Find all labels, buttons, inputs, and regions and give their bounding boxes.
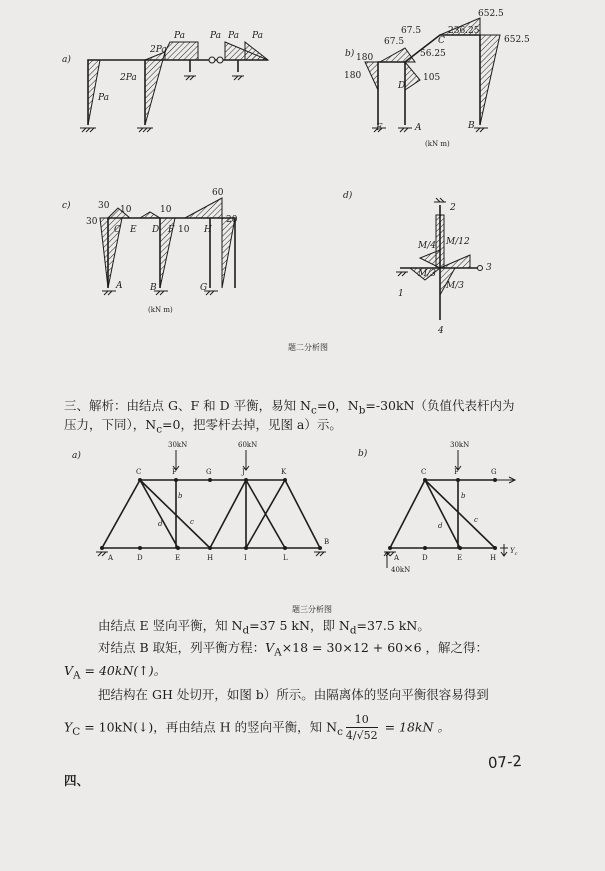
diagram-d bbox=[343, 190, 492, 336]
fraction bbox=[346, 712, 378, 744]
frac-den: 4/√52 bbox=[345, 729, 378, 743]
intro-mid2: =-30kN（负值代表杆内为 bbox=[365, 398, 515, 413]
c-node-b: B bbox=[150, 283, 157, 293]
eq-b-rest: ×18 = 30×12 + 60×6 ，解之得： bbox=[281, 640, 488, 655]
diagram-a-tag: a) bbox=[62, 55, 71, 65]
tb-node-g: G bbox=[491, 468, 497, 476]
ta-member-c: c bbox=[190, 518, 194, 526]
ta-member-b: b bbox=[178, 492, 183, 500]
ta-member-d: d bbox=[158, 520, 163, 528]
intro-mid1: =0，N bbox=[316, 398, 359, 413]
b-node-c: C bbox=[438, 36, 445, 46]
ta-node-e: E bbox=[175, 554, 181, 562]
line-e-sub1: d bbox=[242, 624, 250, 637]
intro-2: 压力，下同），N bbox=[64, 417, 157, 432]
ta-node-b: B bbox=[324, 538, 330, 546]
c-label-30b: 30 bbox=[86, 217, 98, 227]
tb-node-f: F bbox=[454, 468, 459, 476]
a-label-4: Pa bbox=[174, 31, 186, 41]
diagram-c bbox=[62, 188, 238, 314]
section-four-heading: 四、 bbox=[64, 773, 90, 788]
b-node-e: E bbox=[376, 123, 383, 133]
b-node-b: B bbox=[468, 121, 475, 131]
ta-node-d: D bbox=[137, 554, 143, 562]
sub-b1: b bbox=[358, 404, 366, 417]
b-label-6525a: 652.5 bbox=[478, 9, 504, 19]
line-b: 对结点 B 取矩，列平衡方程： bbox=[98, 640, 266, 655]
d-label-3: 3 bbox=[486, 263, 492, 273]
a-label-5: Pa bbox=[210, 31, 222, 41]
c-label-10c: 10 bbox=[178, 225, 190, 235]
yc-sub: C bbox=[72, 725, 81, 738]
d-label-m3b: M/3 bbox=[446, 281, 464, 291]
truss-a-load1: 30kN bbox=[168, 441, 188, 449]
d-label-m12: M/12 bbox=[446, 237, 470, 247]
c-label-10a: 10 bbox=[120, 205, 132, 215]
truss-b-load: 30kN bbox=[450, 441, 470, 449]
b-units: (kN m) bbox=[425, 140, 450, 148]
va-sub: A bbox=[73, 669, 81, 682]
diagram-c-tag: c) bbox=[62, 201, 71, 211]
a-label-3: 2Pa bbox=[150, 45, 167, 55]
c-units: (kN m) bbox=[148, 306, 173, 314]
a-label-1: Pa bbox=[98, 93, 110, 103]
d-label-1: 1 bbox=[398, 289, 404, 299]
c-node-c: C bbox=[114, 225, 121, 235]
ta-node-j: J bbox=[242, 468, 245, 476]
nc-end: = 18kN 。 bbox=[380, 719, 450, 735]
tb-node-d: D bbox=[422, 554, 428, 562]
diagram-b-tag: b) bbox=[345, 49, 355, 59]
yc-val: = 10kN(↓)，再由结点 H 的竖向平衡，知 N bbox=[80, 719, 338, 735]
tb-member-d: d bbox=[438, 522, 443, 530]
ta-node-g: G bbox=[206, 468, 212, 476]
intro-2-end: =0，把零杆去掉，见图 a）示。 bbox=[162, 417, 342, 432]
b-label-180b: 180 bbox=[344, 71, 362, 81]
sub-c1: c bbox=[311, 404, 317, 417]
ta-node-l: L bbox=[283, 554, 288, 562]
va-val: = 40kN(↑)。 bbox=[80, 663, 167, 678]
ta-node-i: I bbox=[244, 554, 247, 562]
d-label-m3a: M/3 bbox=[418, 269, 436, 279]
ta-node-a: A bbox=[108, 554, 114, 562]
section-three-line2 bbox=[64, 416, 342, 437]
solution-va bbox=[64, 662, 166, 683]
b-label-5625: 56.25 bbox=[420, 49, 446, 59]
line-e: 由结点 E 竖向平衡，知 N bbox=[98, 618, 243, 633]
c-node-d: D bbox=[152, 225, 160, 235]
truss-figures bbox=[0, 440, 605, 600]
d-label-2: 2 bbox=[450, 203, 456, 213]
b-label-675b: 67.5 bbox=[384, 37, 405, 47]
line-e-end: =37.5 kN。 bbox=[356, 618, 430, 633]
line-e-sub2: d bbox=[349, 624, 357, 637]
eq-b-sub: A bbox=[274, 646, 282, 659]
c-node-a: A bbox=[116, 281, 123, 291]
eq-b-v: V bbox=[265, 640, 275, 655]
solution-line-cut: 把结构在 GH 处切开，如图 b）所示。由隔离体的竖向平衡很容易得到 bbox=[98, 687, 489, 702]
tb-member-c: c bbox=[474, 516, 478, 524]
tb-yc-sub: c bbox=[514, 551, 518, 557]
solution-line-b bbox=[98, 639, 488, 660]
frac-num: 10 bbox=[346, 712, 378, 728]
yc-y: Y bbox=[64, 719, 73, 735]
a-label-2: 2Pa bbox=[120, 73, 137, 83]
tb-yc bbox=[510, 547, 518, 557]
nc-sub: c bbox=[337, 725, 343, 738]
ta-node-c: C bbox=[136, 468, 142, 476]
b-node-d: D bbox=[398, 81, 406, 91]
tb-member-b: b bbox=[461, 492, 466, 500]
c-label-60: 60 bbox=[212, 188, 224, 198]
section-three-line1 bbox=[64, 397, 515, 418]
tb-node-e: E bbox=[457, 554, 463, 562]
diagram-b bbox=[344, 9, 530, 148]
d-label-m4: M/4 bbox=[418, 241, 436, 251]
diagram-d-tag: d) bbox=[343, 191, 353, 201]
tb-node-h: H bbox=[490, 554, 497, 562]
b-label-675a: 67.5 bbox=[401, 26, 422, 36]
va-v: V bbox=[64, 663, 74, 678]
c-node-e: E bbox=[130, 225, 137, 235]
figure-two-caption: 题二分析图 bbox=[288, 343, 328, 352]
solution-line-e bbox=[98, 617, 430, 638]
tb-yc-y: Y bbox=[510, 547, 515, 555]
figure-two-diagrams bbox=[0, 0, 605, 360]
b-label-6525b: 652.5 bbox=[504, 35, 530, 45]
tb-node-a: A bbox=[394, 554, 400, 562]
c-node-f: F bbox=[168, 225, 175, 235]
truss-a bbox=[72, 441, 329, 562]
tb-node-c: C bbox=[421, 468, 427, 476]
ta-node-f: F bbox=[172, 468, 177, 476]
c-label-30a: 30 bbox=[98, 201, 110, 211]
b-label-180a: 180 bbox=[356, 53, 374, 63]
sub-c2: c bbox=[156, 423, 163, 436]
c-label-20: 20 bbox=[226, 215, 238, 225]
intro-1: 三、解析：由结点 G、F 和 D 平衡，易知 N bbox=[64, 398, 311, 413]
b-label-105: 105 bbox=[423, 73, 441, 83]
a-label-7: Pa bbox=[252, 31, 264, 41]
b-node-a: A bbox=[415, 123, 422, 133]
solution-yc bbox=[64, 712, 450, 744]
ta-node-k: K bbox=[281, 468, 287, 476]
truss-a-load2: 60kN bbox=[238, 441, 258, 449]
b-label-23625: 236.25 bbox=[448, 26, 480, 36]
truss-caption: 题三分析图 bbox=[292, 605, 332, 614]
handwritten-note: 07-2 bbox=[487, 751, 523, 773]
d-label-4: 4 bbox=[438, 326, 444, 336]
ta-node-h: H bbox=[207, 554, 214, 562]
truss-a-tag: a) bbox=[72, 451, 81, 461]
c-node-g: G bbox=[200, 283, 208, 293]
a-label-6: Pa bbox=[228, 31, 240, 41]
c-label-10b: 10 bbox=[160, 205, 172, 215]
truss-b bbox=[358, 441, 518, 574]
tb-va: 40kN bbox=[391, 566, 411, 574]
line-e-mid: =37 5 kN，即 N bbox=[249, 618, 350, 633]
c-node-h: H bbox=[204, 225, 212, 235]
diagram-a bbox=[62, 31, 268, 132]
truss-b-tag: b) bbox=[358, 449, 368, 459]
